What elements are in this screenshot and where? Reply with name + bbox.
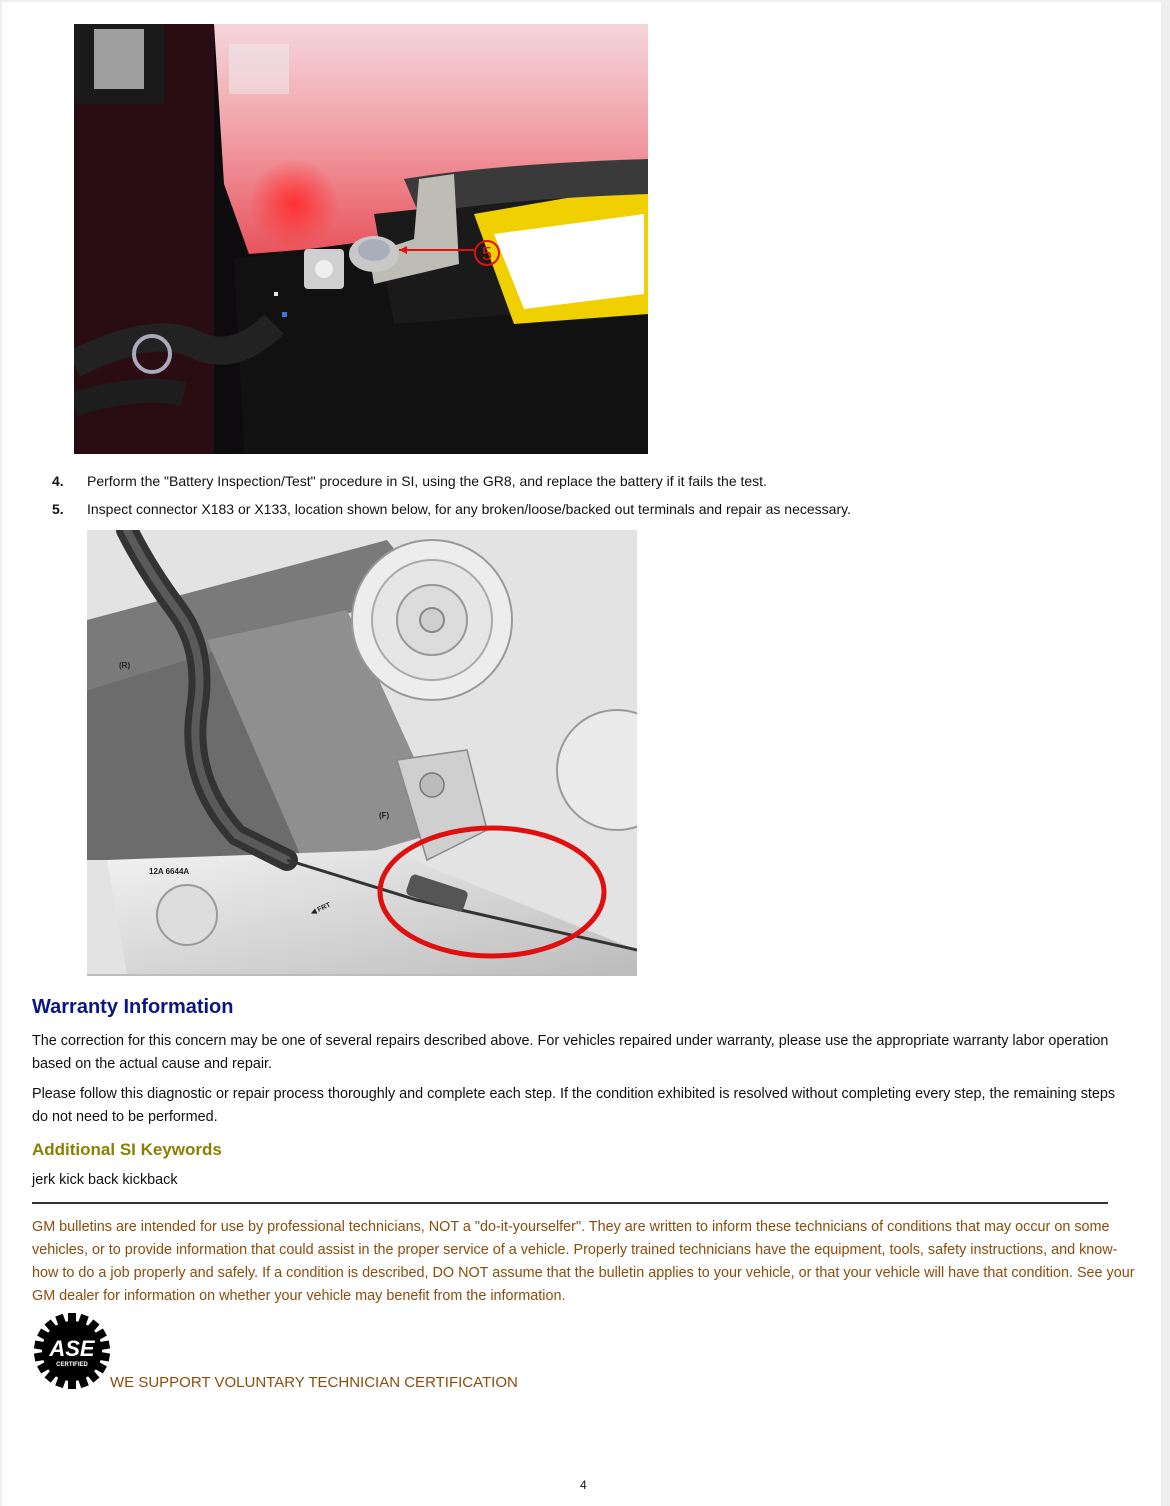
connector-location-diagram	[87, 530, 637, 976]
battery-terminal-photo	[74, 24, 648, 454]
svg-text:5: 5	[481, 244, 493, 264]
keywords-heading: Additional SI Keywords	[32, 1140, 222, 1159]
svg-text:◀ FRT: ◀ FRT	[309, 901, 332, 917]
svg-text:CERTIFIED: CERTIFIED	[56, 1362, 88, 1368]
warranty-paragraph-2: Please follow this diagnostic or repair process thoroughly and complete each step. If the condition exhibited is resolved without completing every step, the remaining steps do not need to be performed.	[32, 1086, 1116, 1125]
svg-text:(R): (R)	[119, 661, 131, 670]
ase-certified-logo	[32, 1311, 112, 1391]
svg-text:(F): (F)	[379, 811, 390, 820]
section-divider	[32, 1202, 1108, 1204]
svg-text:ASE: ASE	[49, 1336, 95, 1361]
svg-text:12A 6644A: 12A 6644A	[149, 867, 190, 876]
certification-tagline: WE SUPPORT VOLUNTARY TECHNICIAN CERTIFICATION	[110, 1374, 518, 1391]
warranty-paragraph-1: The correction for this concern may be one of several repairs described above. For vehicles repaired under warranty, please use the appropriate warranty labor operation based on the actual cause and repair.	[32, 1033, 1109, 1072]
battery-photo-illustration	[74, 24, 648, 454]
page-number: 4	[580, 1478, 587, 1492]
ase-gear-icon	[32, 1311, 112, 1391]
step-text: Perform the "Battery Inspection/Test" procedure in SI, using the GR8, and replace the battery if it fails the test.	[87, 473, 767, 489]
warranty-heading: Warranty Information	[32, 996, 234, 1018]
step-number: 5.	[52, 501, 64, 517]
step-text: Inspect connector X183 or X133, location shown below, for any broken/loose/backed out terminals and repair as necessary.	[87, 501, 851, 517]
step-number: 4.	[52, 473, 64, 489]
keywords-text: jerk kick back kickback	[32, 1172, 178, 1188]
connector-diagram-illustration	[87, 530, 637, 974]
disclaimer-text: GM bulletins are intended for use by professional technicians, NOT a "do-it-yourselfer". They are written to inform these technicians of conditions that may occur on some vehicles, or to provide information that could assist in the proper service of a vehicle. Properly trained technicians have the equipment, tools, safety instructions, and know-how to do a job properly and safely. If a condition is described, DO NOT assume that the bulletin applies to your vehicle, or that your vehicle will have that condition. See your GM dealer for information on whether your vehicle may benefit from the information.	[32, 1219, 1135, 1304]
bulletin-page	[2, 2, 1161, 1506]
